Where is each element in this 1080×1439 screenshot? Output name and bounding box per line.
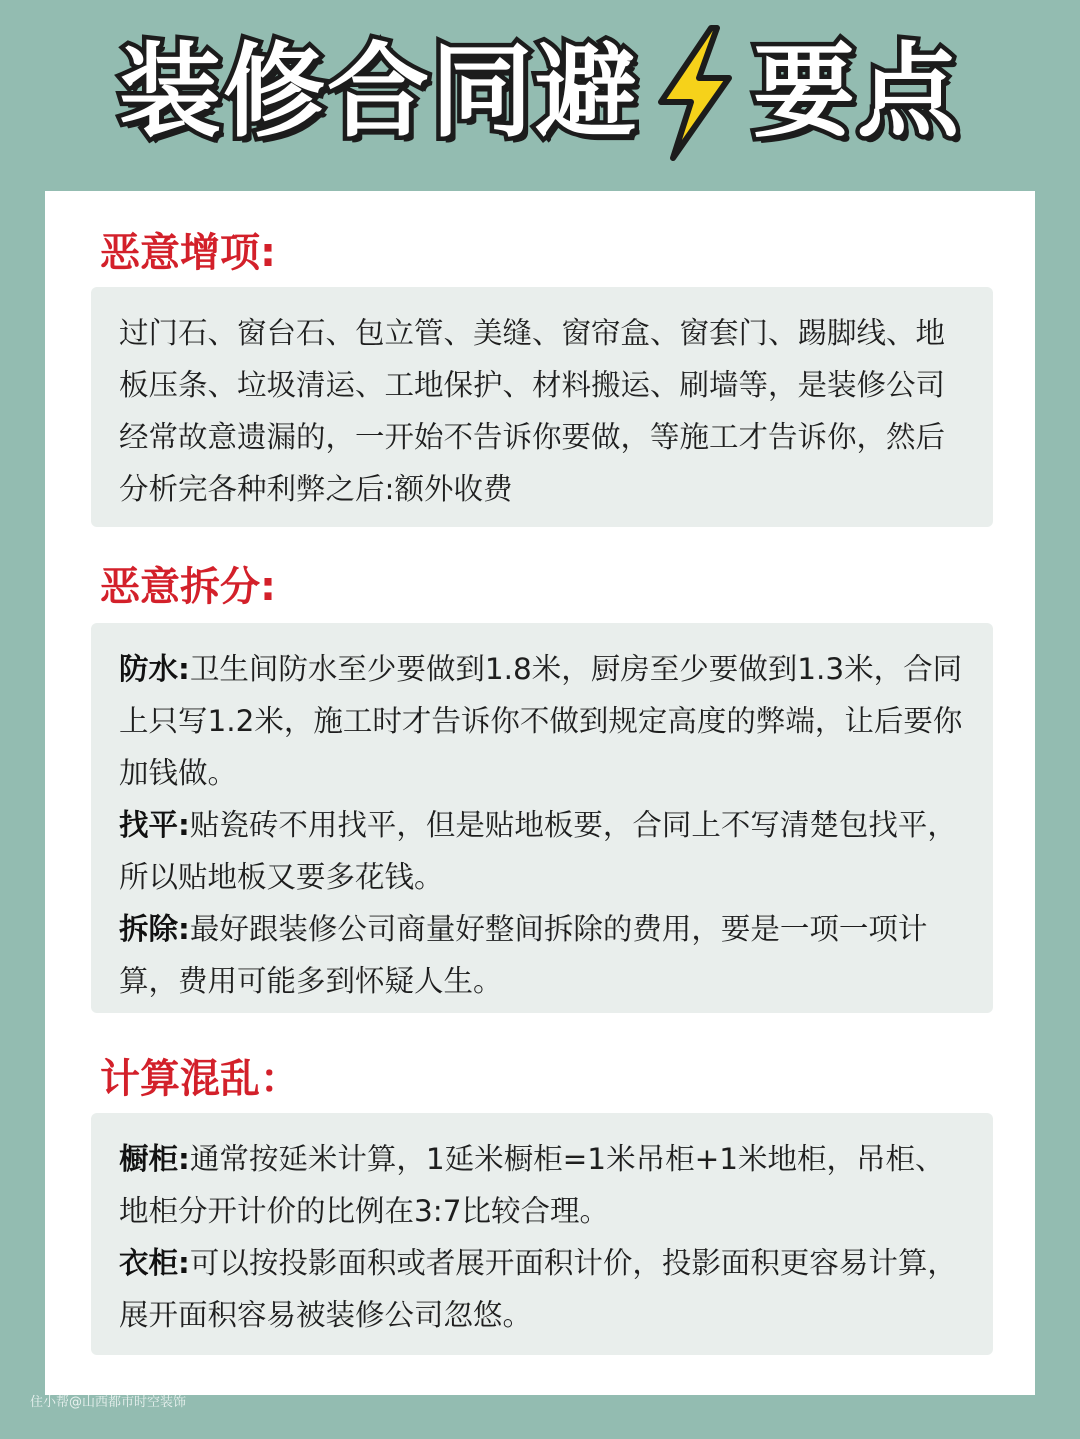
- section-box-malicious-additions: [91, 287, 993, 527]
- paragraph-text: 通常按延米计算，1延米橱柜=1米吊柜+1米地柜，吊柜、地柜分开计价的比例在3:7比较合理。: [119, 1142, 945, 1228]
- content-card: [45, 191, 1035, 1395]
- section-box-calculation-confusion: [91, 1113, 993, 1355]
- section-box-malicious-split: [91, 623, 993, 1013]
- page-title-part2: 要点: [753, 33, 961, 152]
- section-paragraph: [119, 643, 965, 799]
- paragraph-term-waterproofing: 防水:: [119, 652, 190, 686]
- page-header: [0, 18, 1080, 168]
- section-title-malicious-additions: 恶意增项:: [100, 230, 276, 276]
- section-paragraph: [119, 1133, 965, 1237]
- page-title-part1: 装修合同避: [119, 33, 639, 152]
- section-paragraph: [119, 307, 965, 515]
- paragraph-term-wardrobe: 衣柜:: [119, 1246, 190, 1280]
- paragraph-text: 卫生间防水至少要做到1.8米，厨房至少要做到1.3米，合同上只写1.2米，施工时才告诉你不做到规定高度的弊端，让后要你加钱做。: [119, 652, 963, 790]
- lightning-bolt-icon: [649, 24, 739, 162]
- watermark: 住小帮@山西都市时空装饰: [30, 1395, 187, 1410]
- paragraph-term-cabinet: 橱柜:: [119, 1142, 190, 1176]
- paragraph-term-leveling: 找平:: [119, 808, 190, 842]
- paragraph-text: 过门石、窗台石、包立管、美缝、窗帘盒、窗套门、踢脚线、地板压条、垃圾清运、工地保护、材料搬运、刷墙等，是装修公司经常故意遗漏的，一开始不告诉你要做，等施工才告诉你，然后分析完各种利弊之后:额外收费: [119, 316, 946, 506]
- paragraph-text: 最好跟装修公司商量好整间拆除的费用，要是一项一项计算，费用可能多到怀疑人生。: [119, 912, 928, 998]
- section-title-calculation-confusion: 计算混乱：: [100, 1056, 300, 1102]
- paragraph-text: 贴瓷砖不用找平，但是贴地板要，合同上不写清楚包找平，所以贴地板又要多花钱。: [119, 808, 957, 894]
- section-paragraph: [119, 799, 965, 903]
- section-title-malicious-split: 恶意拆分:: [100, 564, 276, 610]
- paragraph-term-demolition: 拆除:: [119, 912, 190, 946]
- section-paragraph: [119, 1237, 965, 1341]
- paragraph-text: 可以按投影面积或者展开面积计价，投影面积更容易计算，展开面积容易被装修公司忽悠。: [119, 1246, 957, 1332]
- section-paragraph: [119, 903, 965, 1007]
